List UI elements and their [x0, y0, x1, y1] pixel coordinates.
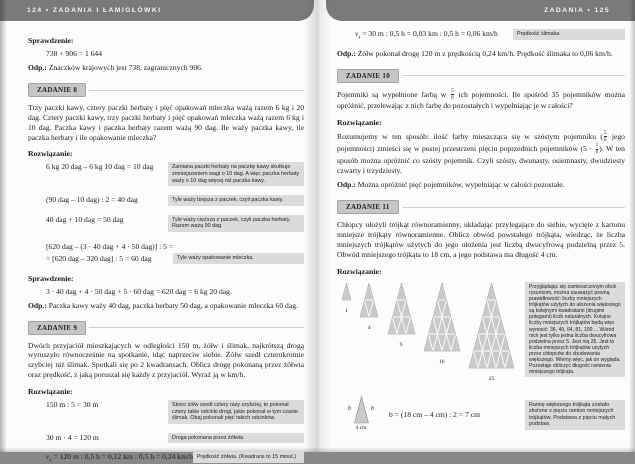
base-equation: b = (18 cm – 4 cm) : 2 = 7 cm — [389, 410, 481, 420]
base-note: Ramię większego trójkąta zostało złożone z pięciu ramion mniejszych trójkątów. Podstawa z pięciu małych podstaw. — [525, 400, 625, 430]
task11-figures-row — [341, 282, 625, 382]
velocity-variable: v — [46, 452, 50, 462]
step-note: Droga pokonana przez żółwia. — [168, 433, 304, 444]
step-equation — [46, 241, 173, 265]
statement-text: Pojemniki są wypełnione farbą w — [337, 89, 451, 99]
answer-line — [28, 63, 304, 72]
solution-step — [46, 400, 304, 424]
triangle-figure — [387, 282, 416, 348]
task8-statement: Trzy paczki kawy, cztery paczki herbaty i pięć opakowań mleczka ważą razem 6 kg i 20 dag. Cztery paczki kawy, trzy paczki herbaty i pięć opakowań mleczka ważą razem 6 kg i 10 dag. Paczka kawy i paczka herbaty razem ważą 90 dag. Ile waży paczka kawy, ile paczka herbaty i ile opakowanie mleczka? — [28, 103, 304, 142]
check-label: Sprawdzenie: — [28, 36, 74, 45]
right-page-header: ZADANIA • 125 — [543, 7, 610, 14]
equation-body: = 120 m : 0,5 h = 0,12 km : 0,5 h = 0,24 km/h — [51, 452, 193, 462]
left-page-header: 124 • ZADANIA I ŁAMIGŁÓWKI — [27, 7, 162, 14]
triangle-figure-svg — [387, 282, 416, 335]
triangle-figure — [423, 282, 461, 365]
answer-text: Żółw pokonał drogę 120 m z prędkością 0,24 km/h. Prędkość ślimaka to 0,06 km/h. — [357, 48, 613, 58]
figure-count-label: 4 — [367, 324, 371, 331]
task11-solution-label: Rozwiązanie: — [337, 266, 382, 276]
task8-badge: ZADANIE 8 — [28, 83, 86, 97]
solution-step — [46, 195, 304, 206]
reasoning-text: ). W ten sposób można opróżnić co szósty pojemnik. Czyli szósty, dwunasty, osiemnasty, dwudziesty czwarty i trzydziesty. — [337, 144, 625, 175]
velocity-subscript: ż — [49, 458, 52, 464]
task9-solution-label: Rozwiązanie: — [28, 386, 73, 396]
figure-count-label: 1 — [345, 307, 348, 314]
task9-statement: Dwóch przyjaciół mieszkających w odległości 150 m, żółw i ślimak, najkrótszą drogą wyruszyło równocześnie na spotkanie, idąc naprzeciw siebie. Żółw szedł czterokrotnie szybciej niż ślimak. Spotkali się po 2 kwadransach. Oblicz drogę pokonaną przez żółwia oraz prędkość, z jaką poruszał się każdy z przyjaciół. Wyraź ją w km/h. — [28, 340, 304, 380]
task9-header — [28, 321, 304, 335]
velocity-subscript: ś — [358, 35, 361, 41]
answer-label: Odp.: — [337, 48, 356, 58]
triangle-figure-svg — [468, 282, 515, 369]
task8-check-label: Sprawdzenie: — [28, 273, 74, 283]
solution-step — [46, 162, 304, 186]
triangle-figure — [359, 282, 379, 331]
task9-answer — [337, 49, 625, 58]
header-rule — [89, 90, 304, 91]
right-page — [318, 0, 635, 452]
triangle-figure-svg — [423, 282, 461, 352]
triangle-figures — [341, 282, 525, 382]
task11-statement: Chłopcy ułożyli trójkąt równoramienny, układając przylegające do siebie, wycięte z kartonu mniejsze trójkąty równoramienne. Oblicz obwód powstałego trójkąta, wiedząc, że liczba mniejszych trójkątów użytych do jego ułożenia jest liczbą dwucyfrową podzielną przez 5. Obwód mniejszego trójkąta to 18 cm, a jego podstawa ma długość 4 cm. — [337, 220, 625, 259]
triangle-figure-svg — [359, 282, 379, 318]
triangle-figure — [468, 282, 515, 382]
fraction-5-6: $\frac{5}{6}$ — [451, 87, 454, 101]
velocity-variable: v — [355, 29, 359, 38]
task11-header — [337, 200, 625, 214]
figure-count-label: 9 — [399, 341, 403, 348]
step-equation: 6 kg 20 dag – 6 kg 10 dag = 10 dag — [46, 162, 154, 172]
solution-step — [46, 433, 304, 444]
step-equation: 30 m · 4 = 120 m — [46, 432, 99, 442]
step-equation: 150 m : 5 = 30 m — [46, 399, 99, 409]
answer-label: Odp.: — [28, 63, 47, 72]
task11-badge: ZADANIE 11 — [337, 200, 399, 214]
fraction-1-6: $\frac{1}{6}$ — [595, 142, 599, 156]
task10-header — [337, 69, 625, 83]
step-equation: 40 dag + 10 dag = 50 dag — [46, 214, 124, 224]
task10-statement — [337, 89, 625, 111]
task8-header — [28, 83, 304, 97]
task10-solution-label: Rozwiązanie: — [337, 117, 382, 127]
answer-text: Można opróżnić pięć pojemników, wypełniając w całości pozostałe. — [357, 180, 565, 190]
task9-badge: ZADANIE 9 — [28, 321, 86, 335]
task8-solution-label: Rozwiązanie: — [28, 149, 73, 159]
solution-step — [46, 215, 304, 232]
turtle-speed-equation — [46, 452, 193, 462]
figure-count-label: 25 — [488, 375, 495, 382]
side-label-right: b — [371, 405, 374, 412]
solution-step — [46, 241, 304, 265]
answer-label: Odp.: — [28, 300, 47, 310]
step-equation: (90 dag – 10 dag) : 2 = 40 dag — [46, 195, 138, 205]
check-equation: 738 + 906 = 1 644 — [46, 49, 103, 58]
reasoning-text: Rozumujemy w ten sposób: ilość farby mieszcząca się w szóstym pojemniku ( — [337, 131, 603, 141]
task10-answer — [337, 180, 625, 189]
solution-step — [355, 29, 625, 40]
figure-count-label: 16 — [438, 358, 445, 365]
side-label-left: b — [348, 405, 351, 412]
header-rule — [402, 75, 625, 76]
figures-note: Przyglądając się zamieszczonym obok rysunkom, można zauważyć pewną prawidłowość: liczby mniejszych trójkątów użytych do ułożenia większego są kolejnymi kwadratami (drugimi potęgami) liczb naturalnych. Kolejne liczby mniejszych trójkątów będą więc wynosić: 36, 49, 64, 81, 100 ... Wśród nich jest tylko jedna liczba dwucyfrowa podzielna przez 5. Jest nią 25. Jest to liczba mniejszych trójkątów użytych przez chłopców do zbudowania większego. Wiemy więc, jak on wygląda. Pozostaje obliczyć długość ramienia mniejszego trójkąta. — [525, 282, 625, 378]
step-note: Skoro żółw szedł cztery razy szybciej, to pokonał cztery takie odcinki drogi, jakie pokonał w tym czasie ślimak. Obaj pokonali pięć takich odcinków. — [168, 400, 304, 424]
step-note: Prędkość żółwia. (Kwadrans to 15 minut.) — [193, 452, 304, 463]
step-note: Tyle waży opakowanie mleczka. — [173, 253, 304, 264]
triangle-figure — [341, 282, 352, 314]
task8-answer — [28, 301, 304, 310]
small-triangle-figure — [341, 396, 381, 434]
reasoning-text: jego pojemności) zmieści się w pustej przestrzeni pięciu poprzednich pojemników (5 · — [337, 131, 625, 154]
small-triangle — [354, 396, 369, 424]
answer-text: Paczka kawy waży 40 dag, paczka herbaty 50 dag, a opakowanie mleczka 60 dag. — [48, 300, 298, 310]
step-note: Zamiana paczki herbaty na paczkę kawy skutkuje zmniejszeniem wagi o 10 dag. A więc paczka herbaty waży o 10 dag więcej niż paczka kawy. — [168, 162, 304, 186]
step-note: Tyle waży lżejsza z paczek, czyli paczka kawy. — [168, 195, 304, 206]
base-triangle-row — [341, 396, 625, 434]
header-rule — [89, 327, 304, 328]
solution-step — [46, 452, 304, 463]
header-rule — [402, 207, 625, 208]
base-label: 4 cm — [355, 424, 367, 431]
equation-line-1: [620 dag – (3 · 40 dag + 4 · 50 dag)] : 5 = — [46, 242, 174, 251]
answer-label: Odp.: — [337, 180, 356, 190]
equation-line-2: = [620 dag – 320 dag] : 5 = 60 dag — [46, 253, 152, 263]
step-note: Tyle waży cięższa z paczek, czyli paczka herbaty. Razem ważą 90 dag. — [168, 215, 304, 232]
equation-body: = 30 m : 0,5 h = 0,03 km : 0,5 h = 0,06 km/h — [360, 29, 498, 38]
triangle-figure-svg — [341, 282, 352, 301]
snail-speed-equation — [355, 29, 498, 39]
answer-text: Znaczków krajowych jest 738, zagranicznych 906. — [48, 63, 203, 72]
step-note: Prędkość ślimaka. — [513, 29, 625, 40]
task8-check-equation: 3 · 40 dag + 4 · 50 dag + 5 · 60 dag = 620 dag = 6 kg 20 dag. — [46, 286, 232, 296]
statement-text: ich pojemności. Ile spośród 35 pojemników można opróżnić, przelewając z nich farbę do pozostałych i wypełniając je w całości? — [337, 89, 625, 110]
task10-reasoning — [337, 131, 625, 176]
left-page — [0, 0, 317, 464]
fraction-5-6: $\frac{5}{6}$ — [603, 129, 607, 143]
task10-badge: ZADANIE 10 — [337, 69, 399, 83]
